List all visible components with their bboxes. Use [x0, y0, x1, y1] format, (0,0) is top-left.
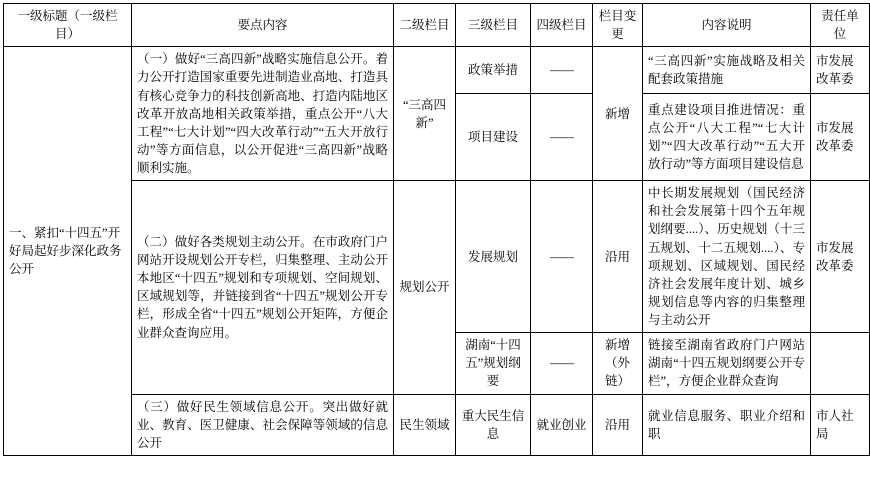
cell-desc-1-1: “三高四新”实施战略及相关配套政策措施: [643, 47, 811, 94]
header-unit: 责任单位: [811, 4, 870, 47]
header-level3: 三级栏目: [456, 4, 531, 47]
cell-points-2: （二）做好各类规划主动公开。在市政府门户网站开设规划公开专栏，归集整理、主动公开本地区“十四五”规划和专项规划、空间规划、区域规划等，并链接到省“十四五”规划公开专栏，形成全省“十四五”规划公开矩阵，方便企业群众查询应用。: [132, 181, 394, 394]
header-points: 要点内容: [132, 4, 394, 47]
cell-unit-3-1: 市人社局: [811, 394, 870, 455]
cell-level3-2-2: 湖南“十四五”规划纲要: [456, 333, 531, 394]
cell-unit-1-2: 市发展改革委: [811, 94, 870, 181]
cell-level4-1-2: ——: [531, 94, 593, 181]
cell-level4-2-2: ——: [531, 333, 593, 394]
cell-change-1: 新增: [593, 47, 643, 181]
header-description: 内容说明: [643, 4, 811, 47]
cell-level3-1-2: 项目建设: [456, 94, 531, 181]
cell-change-2-1: 沿用: [593, 181, 643, 333]
cell-desc-2-2: 链接至湖南省政府门户网站湖南“十四五规划纲要公开专栏”，方便企业群众查询: [643, 333, 811, 394]
cell-level3-1-1: 政策举措: [456, 47, 531, 94]
cell-level2-3: 民生领域: [394, 394, 456, 455]
cell-change-2-2: 新增（外链）: [593, 333, 643, 394]
table-header-row: [4, 4, 870, 47]
cell-level4-2-1: ——: [531, 181, 593, 333]
table-row: [4, 47, 870, 94]
cell-desc-3-1: 就业信息服务、职业介绍和职: [643, 394, 811, 455]
cell-unit-2-1: 市发展改革委: [811, 181, 870, 333]
cell-unit-1-1: 市发展改革委: [811, 47, 870, 94]
cell-change-3-1: 沿用: [593, 394, 643, 455]
cell-desc-2-1: 中长期发展规划（国民经济和社会发展第十四个五年规划纲要....）、历史规划（十三五规划、十二五规划....）、专项规划、区域规划、国民经济社会发展年度计划、城乡规划信息等内容的归集整理与主动公开: [643, 181, 811, 333]
header-level4: 四级栏目: [531, 4, 593, 47]
cell-unit-2-2: [811, 333, 870, 394]
cell-level2-1: “三高四新”: [394, 47, 456, 181]
cell-level2-2: 规划公开: [394, 181, 456, 394]
table-row: [4, 394, 870, 455]
cell-level1-title: 一、紧扣“十四五”开好局起好步深化政务公开: [4, 47, 132, 456]
header-level1: 一级标题（一级栏目）: [4, 4, 132, 47]
cell-points-1: （一）做好“三高四新”战略实施信息公开。着力公开打造国家重要先进制造业高地、打造具有核心竞争力的科技创新高地、打造内陆地区改革开放高地相关政策举措，重点公开“八大工程”“七大计划”“四大改革行动”“五大开放行动”等方面信息，以公开促进“三高四新”战略顺利实施。: [132, 47, 394, 181]
cell-desc-1-2: 重点建设项目推进情况：重点公开“八大工程”“七大计划”“四大改革行动”“五大开放行动”等方面项目建设信息: [643, 94, 811, 181]
header-change: 栏目变更: [593, 4, 643, 47]
cell-level4-3-1: 就业创业: [531, 394, 593, 455]
table-row: [4, 181, 870, 333]
policy-table: [3, 3, 870, 456]
cell-level3-3-1: 重大民生信息: [456, 394, 531, 455]
cell-level3-2-1: 发展规划: [456, 181, 531, 333]
cell-level4-1-1: ——: [531, 47, 593, 94]
cell-points-3: （三）做好民生领域信息公开。突出做好就业、教育、医卫健康、社会保障等领域的信息公开: [132, 394, 394, 455]
header-level2: 二级栏目: [394, 4, 456, 47]
